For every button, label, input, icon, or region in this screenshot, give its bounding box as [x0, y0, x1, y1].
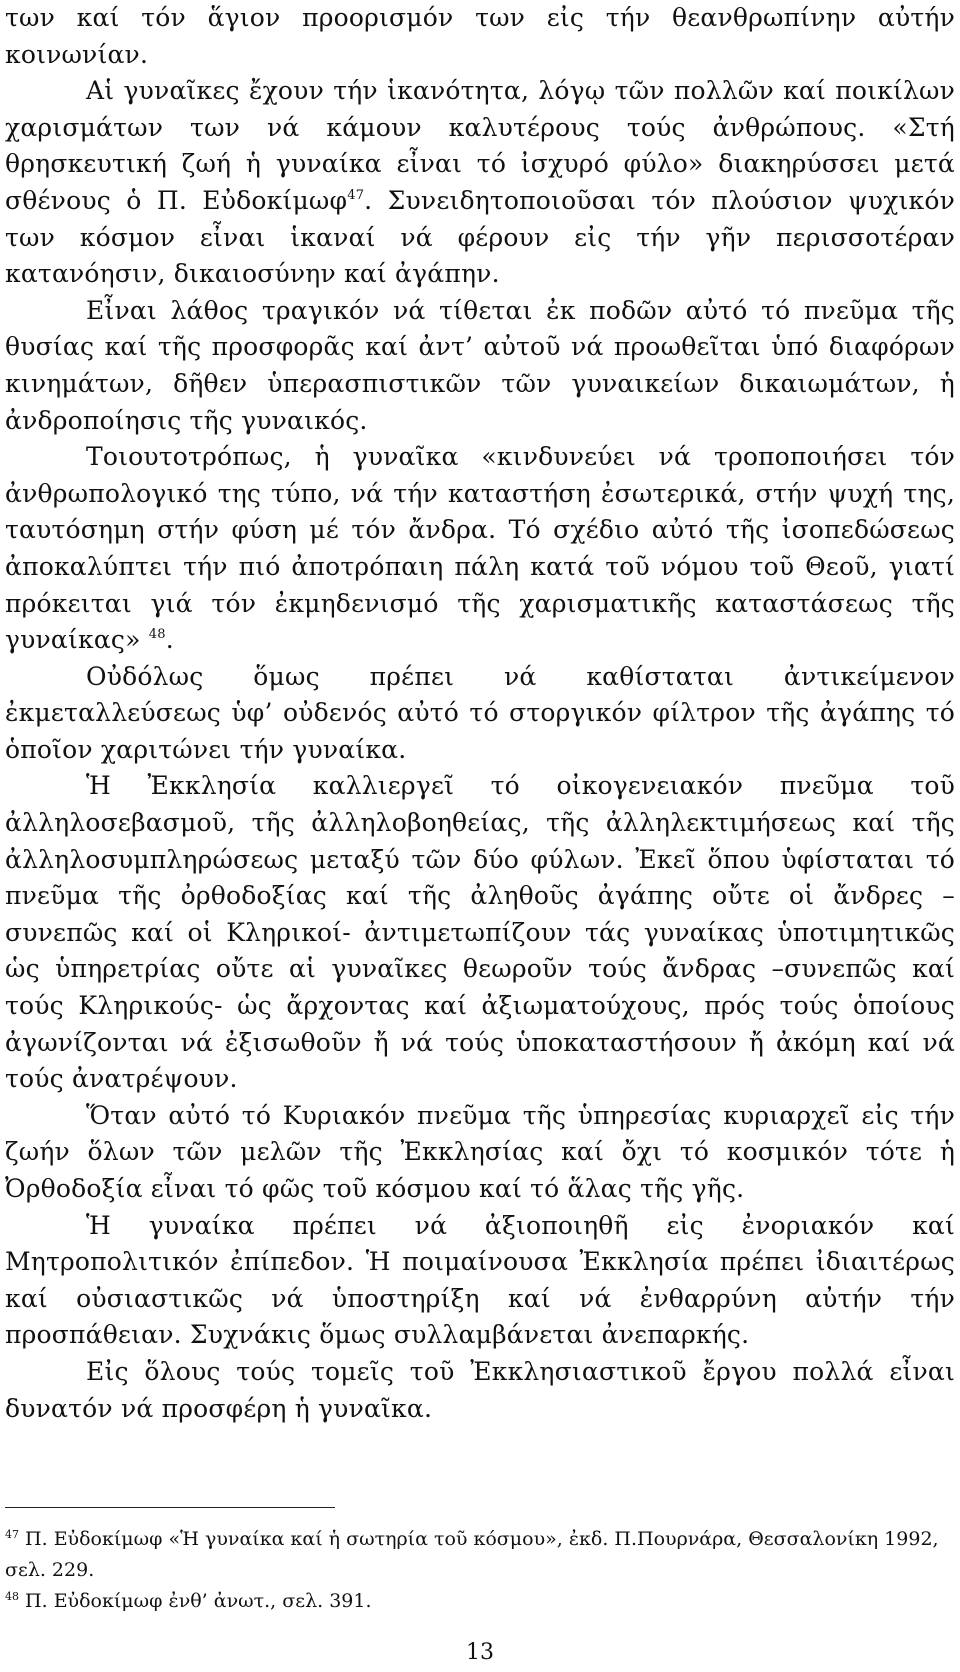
- footnote-number: 48: [5, 1590, 19, 1603]
- paragraph-text: των καί τόν ἅγιον προορισμόν των εἰς τήν θεανθρωπίνην αὐτήν κοινωνίαν.: [5, 3, 955, 69]
- footnote-number: 47: [5, 1528, 19, 1541]
- footnote-divider: [5, 1507, 335, 1508]
- paragraph-2: [5, 73, 955, 293]
- paragraph-text: .: [165, 625, 174, 655]
- document-page: [5, 0, 955, 1672]
- footnote-48: [5, 1586, 955, 1617]
- footnote-ref-47[interactable]: 47: [347, 187, 365, 203]
- paragraph-1: [5, 0, 955, 73]
- paragraph-text: Ἡ Ἐκκλησία καλλιεργεῖ τό οἰκογενειακόν πνεῦμα τοῦ ἀλληλοσεβασμοῦ, τῆς ἀλληλοβοηθείας, τῆς ἀλληλεκτιμήσεως καί τῆς ἀλληλοσυμπληρώσεως μεταξύ τῶν δύο φύλων. Ἐκεῖ ὅπου ὑφίσταται τό πνεῦμα τῆς ὀρθοδοξίας καί τῆς ἀληθοῦς ἀγάπης οὔτε οἱ ἄνδρες –συνεπῶς καί οἱ Κληρικοί- ἀντιμετωπίζουν τάς γυναίκας ὑποτιμητικῶς ὡς ὑπηρετρίας οὔτε αἱ γυναῖκες θεωροῦν τούς ἄνδρας –συνεπῶς καί τούς Κληρικούς- ὡς ἄρχοντας καί ἀξιωματούχους, πρός τούς ὁποίους ἀγωνίζονται νά ἐξισωθοῦν ἤ νά τούς ὑποκαταστήσουν ἤ ἀκόμη καί νά τούς ἀνατρέψουν.: [5, 771, 955, 1094]
- paragraph-9: [5, 1354, 955, 1427]
- paragraph-text: Ὅταν αὐτό τό Κυριακόν πνεῦμα τῆς ὑπηρεσίας κυριαρχεῖ εἰς τήν ζωήν ὅλων τῶν μελῶν τῆς Ἐκκλησίας καί ὄχι τό κοσμικόν τότε ἡ Ὀρθοδοξία εἶναι τό φῶς τοῦ κόσμου καί τό ἅλας τῆς γῆς.: [5, 1100, 955, 1203]
- paragraph-text: Εἶναι λάθος τραγικόν νά τίθεται ἐκ ποδῶν αὐτό τό πνεῦμα τῆς θυσίας καί τῆς προσφορᾶς καί ἀντ’ αὐτοῦ νά προωθεῖται ὑπό διαφόρων κινημάτων, δῆθεν ὑπερασπιστικῶν τῶν γυναικείων δικαιωμάτων, ἡ ἀνδροποίησις τῆς γυναικός.: [5, 295, 955, 435]
- paragraph-text: Ἡ γυναίκα πρέπει νά ἀξιοποιηθῆ εἰς ἐνοριακόν καί Μητροπολιτικόν ἐπίπεδον. Ἡ ποιμαίνουσα Ἐκκλησία πρέπει ἰδιαιτέρως καί οὐσιαστικῶς νά ὑποστηρίξη καί νά ἐνθαρρύνη αὐτήν τήν προσπάθειαν. Συχνάκις ὅμως συλλαμβάνεται ἀνεπαρκής.: [5, 1210, 955, 1350]
- paragraph-3: [5, 293, 955, 439]
- paragraph-5: [5, 659, 955, 769]
- paragraph-text: Αἱ γυναῖκες ἔχουν τήν ἱκανότητα, λόγῳ τῶν πολλῶν καί ποικίλων χαρισμάτων των νά κάμουν καλυτέρους τούς ἀνθρώπους. «Στή θρησκευτική ζωή ἡ γυναίκα εἶναι τό ἰσχυρό φύλο» διακηρύσσει μετά σθένους ὁ Π. Εὐδοκίμωφ: [5, 76, 955, 215]
- footnotes: [5, 1524, 955, 1617]
- footnote-text: Π. Εὐδοκίμωφ ἐνθ’ ἀνωτ., σελ. 391.: [19, 1590, 372, 1612]
- paragraph-7: [5, 1098, 955, 1208]
- footnote-47: [5, 1524, 955, 1586]
- footnote-ref-48[interactable]: 48: [148, 627, 166, 643]
- paragraph-text: Οὐδόλως ὅμως πρέπει νά καθίσταται ἀντικείμενον ἐκμεταλλεύσεως ὑφ’ οὐδενός αὐτό τό στοργικόν φίλτρον τῆς ἀγάπης τό ὁποῖον χαριτώνει τήν γυναίκα.: [5, 661, 955, 764]
- footnote-text: Π. Εὐδοκίμωφ «Ἡ γυναίκα καί ἡ σωτηρία τοῦ κόσμου», ἐκδ. Π.Πουρνάρα, Θεσσαλονίκη 1992, σελ. 229.: [5, 1528, 939, 1581]
- paragraph-8: [5, 1208, 955, 1354]
- paragraph-text: Τοιουτοτρόπως, ἡ γυναῖκα «κινδυνεύει νά τροποποιήσει τόν ἀνθρωπολογικό της τύπο, νά τήν καταστήση ἐσωτερικά, στήν ψυχή της, ταυτόσημη στήν φύση μέ τόν ἄνδρα. Τό σχέδιο αὐτό τῆς ἰσοπεδώσεως ἀποκαλύπτει τήν πιό ἀποτρόπαιη πάλη κατά τοῦ νόμου τοῦ Θεοῦ, γιατί πρόκειται γιά τόν ἐκμηδενισμό τῆς χαρισματικῆς καταστάσεως τῆς γυναίκας»: [5, 442, 955, 655]
- paragraph-6: [5, 768, 955, 1097]
- paragraph-4: [5, 439, 955, 659]
- page-number: 13: [466, 1640, 494, 1665]
- paragraph-text: Εἰς ὅλους τούς τομεῖς τοῦ Ἐκκλησιαστικοῦ ἔργου πολλά εἶναι δυνατόν νά προσφέρη ἡ γυναῖκα.: [5, 1356, 955, 1423]
- body-text: [5, 0, 955, 1427]
- paragraph-text: . Συνειδητοποιοῦσαι τόν πλούσιον ψυχικόν των κόσμον εἶναι ἱκαναί νά φέρουν εἰς τήν γῆν περισσοτέραν κατανόησιν, δικαιοσύνην καί ἀγάπην.: [5, 185, 955, 289]
